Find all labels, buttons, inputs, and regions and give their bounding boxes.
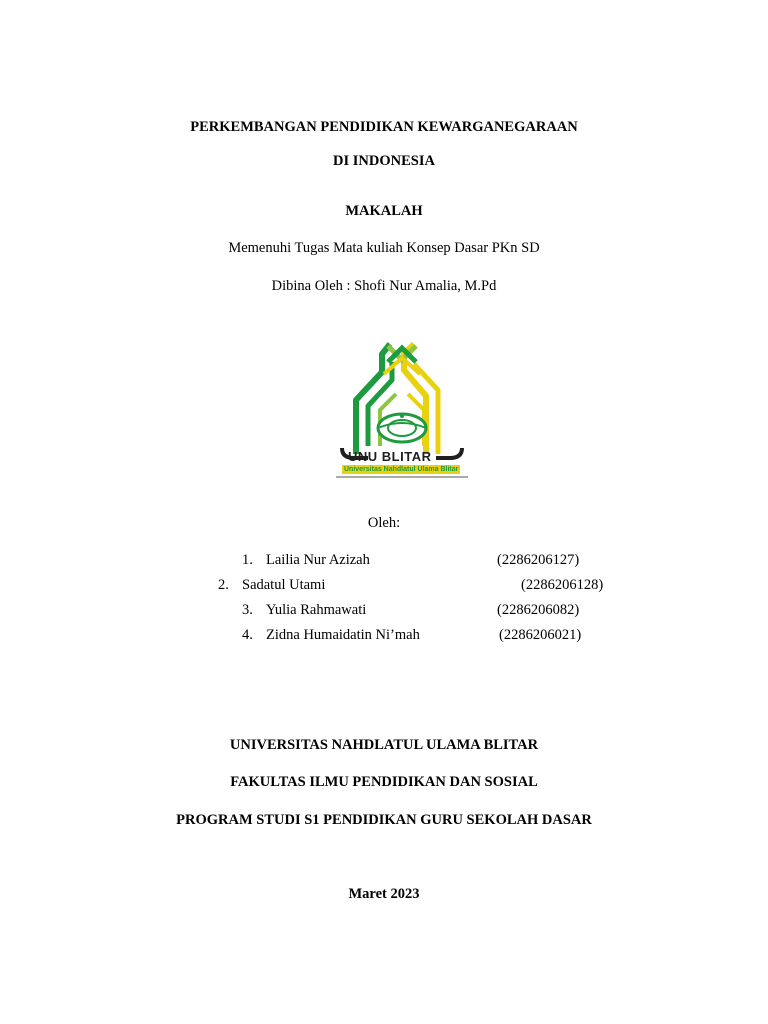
university-name: UNIVERSITAS NAHDLATUL ULAMA BLITAR: [229, 737, 539, 753]
document-date: Maret 2023: [348, 886, 420, 902]
title-line-2: DI INDONESIA: [333, 153, 435, 169]
by-label: Oleh:: [367, 515, 401, 531]
author-number: 4.: [242, 627, 253, 643]
author-number: 1.: [242, 552, 253, 568]
author-nim: (2286206082): [497, 602, 580, 618]
author-name: Zidna Humaidatin Ni’mah: [266, 627, 420, 643]
logo-name: UNU BLITAR: [348, 449, 432, 464]
purpose-text: Memenuhi Tugas Mata kuliah Konsep Dasar PKn SD: [228, 240, 540, 256]
unu-blitar-logo: [334, 336, 470, 480]
author-nim: (2286206021): [499, 627, 582, 643]
author-nim: (2286206127): [497, 552, 580, 568]
author-name: Yulia Rahmawati: [266, 602, 367, 618]
author-name: Lailia Nur Azizah: [266, 552, 370, 568]
supervisor-text: Dibina Oleh : Shofi Nur Amalia, M.Pd: [271, 278, 497, 294]
author-name: Sadatul Utami: [242, 577, 326, 593]
program-name: PROGRAM STUDI S1 PENDIDIKAN GURU SEKOLAH DASAR: [176, 812, 592, 828]
author-nim: (2286206128): [521, 577, 604, 593]
faculty-name: FAKULTAS ILMU PENDIDIKAN DAN SOSIAL: [230, 774, 538, 790]
author-number: 3.: [242, 602, 253, 618]
title-line-1: PERKEMBANGAN PENDIDIKAN KEWARGANEGARAAN: [190, 119, 578, 135]
author-number: 2.: [218, 577, 229, 593]
logo-subtitle: Universitas Nahdlatul Ulama Blitar: [344, 466, 459, 473]
document-type: MAKALAH: [345, 203, 423, 219]
